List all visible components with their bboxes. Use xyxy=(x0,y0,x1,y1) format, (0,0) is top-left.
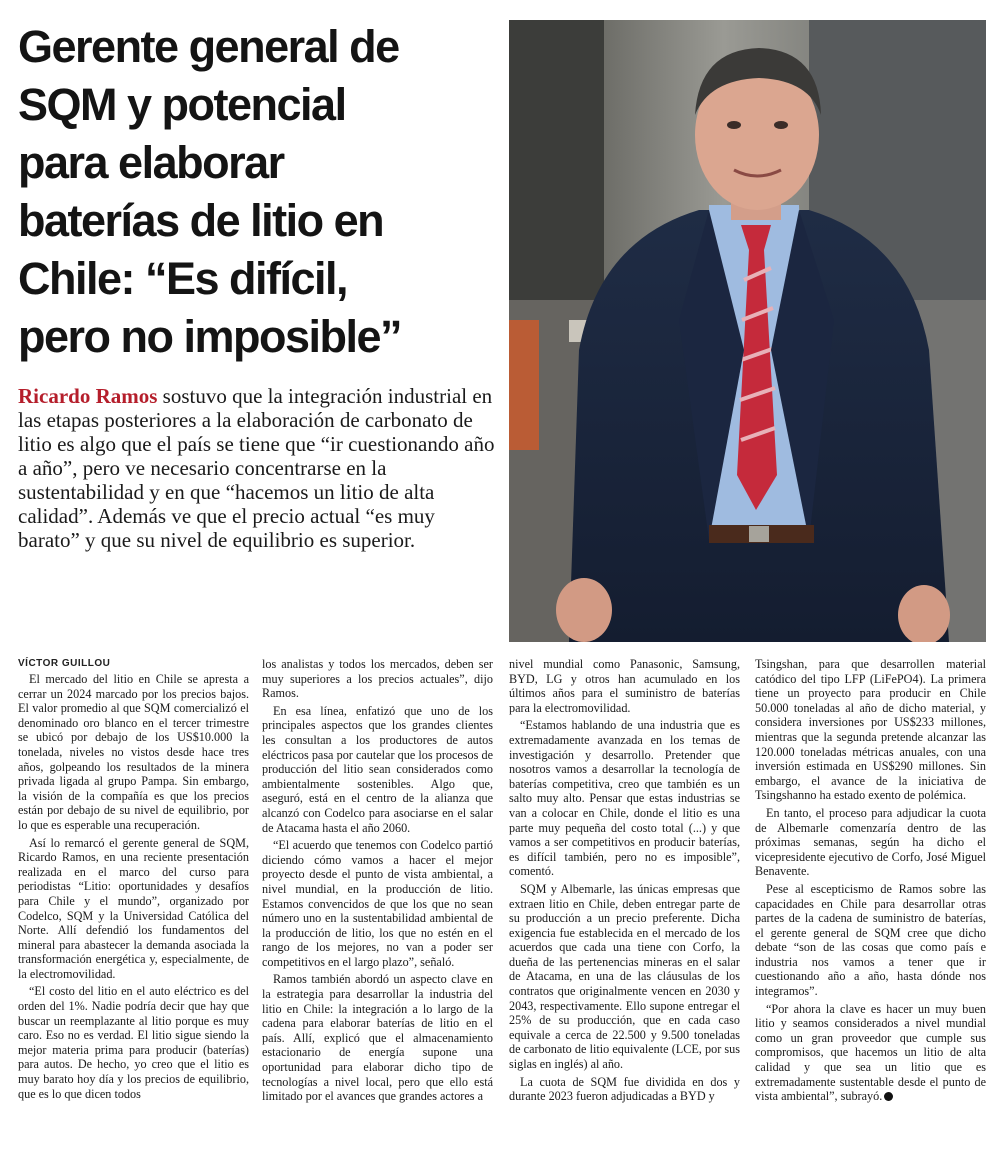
article-column-3 xyxy=(509,657,740,1107)
paragraph: Así lo remarcó el gerente general de SQM, Ricardo Ramos, en una reciente presentación realizada en el marco del curso para periodistas “Litio: oportunidades y desafíos para Chile y el mundo”, organizado por Codelco, SQM y la Universidad Católica del Norte. Allí defendió los fundamentos del mineral para abastecer la demanda asociada la transformación energética y, especialmente, de la electromovilidad. xyxy=(18,835,249,981)
paragraph: “Estamos hablando de una industria que es extremadamente avanzada en los temas de investigación y desarrollo. Pretender que nosotros vamos a desarrollar la tecnología de baterías competitiva, creo que también es un salto muy alto. Pensar que estas industrias se van a colocar en Chile, donde el litio es una parte muy pequeña del costo total (...) y que vamos a ser competitivos en producir baterías, es difícil también, pero no es imposible”, comentó. xyxy=(509,718,740,879)
lede-text: sostuvo que la integración industrial en las etapas posteriores a la elaboración de carbonato de litio es algo que el país se tiene que “ir cuestionando año a año”, pero ve necesario concentrarse en la sustentabilidad y en que “hacemos un litio de alta calidad”. Además ve que el precio actual “es muy barato” y que su nivel de equilibrio es superior. xyxy=(18,384,495,552)
headline-line: Chile: “Es difícil, xyxy=(18,253,348,304)
headline xyxy=(18,18,500,366)
portrait-illustration xyxy=(509,20,986,642)
byline: VÍCTOR GUILLOU xyxy=(18,658,111,669)
end-mark-icon xyxy=(884,1092,893,1101)
lede-paragraph xyxy=(18,384,500,552)
paragraph: SQM y Albemarle, las únicas empresas que extraen litio en Chile, deben entregar parte de su producción a un precio preferente. Dicha exigencia fue establecida en el mercado de los acuerdos que cada una tiene con Corfo, la dueña de las pertenencias mineras en el salar de Atacama, en una de las cláusulas de los contratos que originalmente vencen en 2030 y 2043, respectivamente. Ello supone entregar el 25% de su producción, que en cada caso equivale a cerca de 22.500 y 9.500 toneladas de carbonato de litio equivalente (LCE, por sus siglas en inglés) al año. xyxy=(509,881,740,1072)
paragraph: “El acuerdo que tenemos con Codelco partió diciendo cómo vamos a hacer el mejor proyecto desde el punto de vista ambiental, a nivel mundial, en la producción de litio. Estamos convencidos de que los que no sean número uno en la sustentabilidad ambiental de la producción de litio, los que no estén en el rango de los mejores, no van a poder ser competitivos en el largo plazo”, señaló. xyxy=(262,838,493,969)
article-column-1 xyxy=(18,672,249,1104)
paragraph: “El costo del litio en el auto eléctrico es del orden del 1%. Nadie podría decir que hay que buscar un reemplazante al litio porque es muy caro. Eso no es verdad. El litio sigue siendo la mejor materia prima para producir (baterías) para autos. De hecho, yo creo que el litio es muy barato hoy día y los precios de equilibrio, que es lo que dicen todos xyxy=(18,984,249,1101)
paragraph: En esa línea, enfatizó que uno de los principales aspectos que los grandes clientes les consultan a los productores de autos eléctricos pasa por cautelar que los procesos de producción del litio sean considerados como ambientalmente sostenibles. Algo que, aseguró, está en el centro de la alianza que alcanzó con Codelco para asociarse en el salar de Atacama hasta el año 2060. xyxy=(262,703,493,835)
paragraph: En tanto, el proceso para adjudicar la cuota de Albemarle comenzaría dentro de las próximas semanas, según ha dicho el vicepresidente ejecutivo de Corfo, José Miguel Benavente. xyxy=(755,805,986,879)
headline-line: baterías de litio en xyxy=(18,195,384,246)
article-column-4 xyxy=(755,657,986,1107)
paragraph-continued: Tsingshan, para que desarrollen material catódico del tipo LFP (LiFePO4). La primera tiene un proyecto para producir en Chile 50.000 toneladas al año de dicho material, y considera inversiones por US$233 millones, mientras que la segunda pretende alcanzar las 120.000 toneladas métricas anuales, con una inversión estimada en US$290 millones. Sin embargo, el avance de la iniciativa de Tsingshanno ha estado exento de polémica. xyxy=(755,657,986,803)
paragraph-continued: nivel mundial como Panasonic, Samsung, BYD, LG y otros han acumulado en los últimos años para el suministro de baterías para la electromovilidad. xyxy=(509,657,740,715)
headline-line: para elaborar xyxy=(18,137,284,188)
lede-name: Ricardo Ramos xyxy=(18,384,158,408)
paragraph: Ramos también abordó un aspecto clave en la estrategia para desarrollar la industria del litio en Chile: la integración a lo largo de la cadena para elaborar baterías de litio en el país. Allí, explicó que el almacenamiento estacionario de energía supone una oportunidad para elaborar dicho tipo de tecnologías a nivel local, pero que ello está limitado por el avances que grandes actores a xyxy=(262,972,493,1104)
portrait-photo xyxy=(509,20,986,642)
headline-line: Gerente general de xyxy=(18,21,399,72)
paragraph: El mercado del litio en Chile se apresta a cerrar un 2024 marcado por los precios bajos. El valor promedio al que SQM comercializó el denominado oro blanco en el tercer trimestre se ubicó por debajo de los US$10.000 la tonelada, niveles no vistos desde hace tres años, golpeando los resultados de la minera privada ligada al grupo Pampa. Sin embargo, la visión de la compañía es que los precios están por debajo de su nivel de equilibrio, por lo que es esperable una recuperación. xyxy=(18,672,249,832)
article-column-2 xyxy=(262,657,493,1107)
headline-line: pero no imposible” xyxy=(18,311,402,362)
paragraph: Pese al escepticismo de Ramos sobre las capacidades en Chile para desarrollar otras partes de la cadena de suministro de baterías, el gerente general de SQM cree que dicho debate “son de las cosas que como país e industria nos vamos a tener que ir cuestionando año a año, hasta dónde nos integramos”. xyxy=(755,881,986,999)
paragraph: La cuota de SQM fue dividida en dos y durante 2023 fueron adjudicadas a BYD y xyxy=(509,1074,740,1104)
paragraph: “Por ahora la clave es hacer un muy buen litio y seamos considerados a nivel mundial como un gran proveedor que cumple sus compromisos, que hacemos un litio de alta calidad y que sea un litio que es extremadamente sustentable desde el punto de vista ambiental”, subrayó. xyxy=(755,1001,986,1104)
headline-line: SQM y potencial xyxy=(18,79,346,130)
paragraph-continued: los analistas y todos los mercados, deben ser muy superiores a los precios actuales”, dijo Ramos. xyxy=(262,657,493,701)
